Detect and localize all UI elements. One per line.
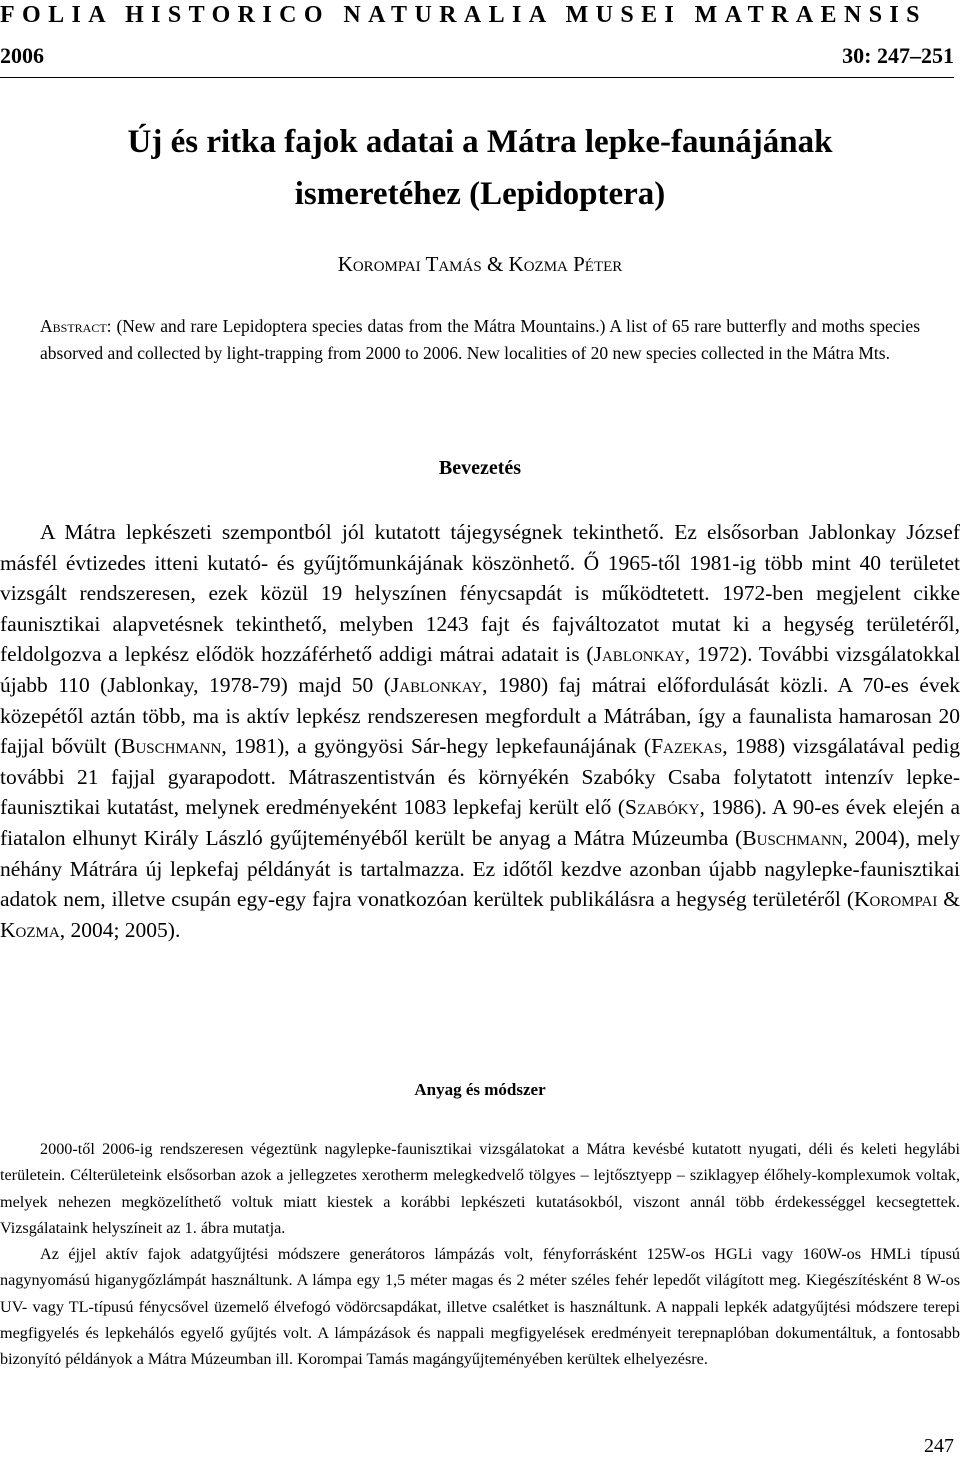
abstract bbox=[40, 313, 920, 367]
intro-text: A Mátra lepkészeti szempontból jól kutatott tájegységnek tekinthető. Ez elsősorban Jablonkay József másfél évtizedes itteni kutató- és gyűjtőmunkájának köszönhető. Ő 1965-től 1981-ig több mint 40 területet vizsgált rendszeresen, ezek közül 19 helyszínen fénycsapdát is működtetett. 1972-ben megjelent cikke faunisztikai alapvetésnek tekinthető, melyben 1243 fajt és fajváltozatot mutat ki a hegység területéről, feldolgozva a lepkész elődök hozzáférhető addigi mátrai adatait is ( bbox=[0, 520, 960, 667]
methods-paragraph-1: 2000-től 2006-ig rendszeresen végeztünk nagylepke-faunisztikai vizsgálatokat a Mátra kevésbé kutatott nyugati, déli és keleti hegylábi területein. Célterületeink elsősorban azok a jellegzetes xerotherm melegkedvelő tölgyes – lejtősztyepp – sziklagyep élőhely-komplexumok voltak, melyek nehezen megközelíthető voltuk miatt kiestek a korábbi lepkészeti kutatásokból, viszont annál több érdekességgel kecsegtettek. Vizsgálataink helyszíneit az 1. ábra mutatja. bbox=[0, 1140, 960, 1237]
methods-heading: Anyag és módszer bbox=[414, 1080, 546, 1099]
title-line-2: ismeretéhez (Lepidoptera) bbox=[294, 176, 666, 212]
methods-paragraph-2: Az éjjel aktív fajok adatgyűjtési módszere generátoros lámpázás volt, fényforrásként 125W-os HGLi vagy 160W-os HMLi típusú nagynyomású higanygőzlámpát használtunk. A lámpa egy 1,5 méter magas és 2 méter széles fehér lepedőt világított meg. Kiegészítésként 8 W-os UV- vagy TL-típusú fénycsővel üzemelő élvefogó vödörcsapdákat, illetve csalétket is használtunk. A nappali lepkék adatgyűjtési módszere terepi megfigyelés és lepkehálós egyelő gyűjtés volt. A lámpázások és nappali megfigyelések eredményeit terepnaplóban dokumentáltuk, a fontosabb bizonyító példányok a Mátra Múzeumban ill. Korompai Tamás magángyűjteményében kerültek elhelyezésre. bbox=[0, 1245, 960, 1369]
journal-title: FOLIA HISTORICO NATURALIA MUSEI MATRAENSIS bbox=[0, 2, 927, 28]
abstract-label: Abstract: bbox=[40, 316, 112, 336]
author-2: Kozma Péter bbox=[508, 252, 623, 276]
intro-text: , 1988) vizsgálatával pedig további 21 fajjal gyarapodott. Mátraszentistván és környékén Szabóky Csaba folytatott intenzív lepke-faunisztikai kutatást, melynek eredményeként 1083 lepkefaj került elő ( bbox=[0, 734, 960, 820]
issue-info bbox=[0, 43, 954, 69]
abstract-text: (New and rare Lepidoptera species datas from the Mátra Mountains.) A list of 65 rare butterfly and moths species absorved and collected by light-trapping from 2000 to 2006. New localities of 20 new species collected in the Mátra Mts. bbox=[40, 316, 921, 363]
intro-paragraph bbox=[0, 517, 960, 945]
intro-text: , 2004), mely néhány Mátrára új lepkefaj példányát is tartalmazza. Ez időtől kezdve azonban újabb nagylepke-faunisztikai adatok nem, illetve csupán egy-egy fajra vonatkozóan kerültek publikálásra a hegység területéről ( bbox=[0, 825, 960, 912]
authors bbox=[0, 252, 960, 277]
author-1: Korompai Tamás bbox=[337, 252, 482, 276]
page-number: 247 bbox=[924, 1435, 954, 1457]
intro-text: & bbox=[937, 887, 960, 912]
intro-text: , 1980) faj mátrai előfordulását közli. A 70-es évek közepétől aztán több, ma is aktív lepkész rendszeresen megfordult a Mátrában, így a faunalista hamarosan 20 fajjal bővült ( bbox=[0, 672, 960, 759]
intro-text: , 1986). A 90-es évek elején a fiatalon elhunyt Király László gyűjteményéből került be anyag a Mátra Múzeumba ( bbox=[0, 795, 960, 850]
citation-author: Buschmann bbox=[742, 825, 843, 850]
citation-author: Buschmann bbox=[121, 734, 222, 759]
citation-author: Jablonkay bbox=[593, 642, 685, 667]
intro-heading: Bevezetés bbox=[438, 457, 522, 479]
author-separator: & bbox=[486, 252, 504, 276]
title-line-1: Új és ritka fajok adatai a Mátra lepke-faunájának bbox=[127, 124, 833, 160]
citation-author: Jablonkay bbox=[390, 672, 483, 697]
citation-author: Fazekas bbox=[651, 734, 723, 759]
header-rule bbox=[0, 77, 954, 78]
intro-text: , 1981), a gyöngyösi Sár-hegy lepkefaunájának ( bbox=[221, 734, 652, 759]
methods-section bbox=[0, 1136, 960, 1373]
paper-title bbox=[0, 116, 960, 220]
volume-pages: 30: 247–251 bbox=[842, 43, 954, 68]
intro-text: , 1972). További vizsgálatokkal újabb 110 (Jablonkay, 1978-79) majd 50 ( bbox=[0, 642, 960, 697]
citation-author: Kozma bbox=[0, 917, 60, 942]
year: 2006 bbox=[0, 43, 44, 68]
citation-author: Korompai bbox=[853, 887, 938, 912]
intro-text: , 2004; 2005). bbox=[59, 917, 181, 942]
citation-author: Szabóky bbox=[624, 795, 700, 820]
